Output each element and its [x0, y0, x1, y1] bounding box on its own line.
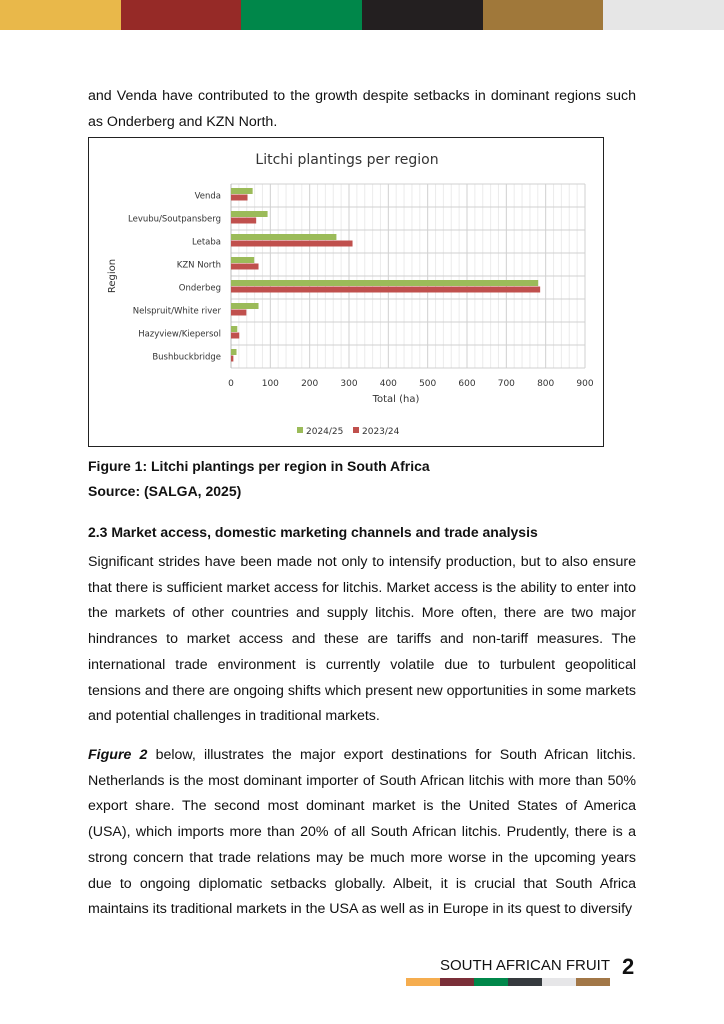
header-color-segment: [362, 0, 483, 30]
legend-label: 2024/25: [306, 427, 344, 437]
footer-color-segment: [576, 978, 610, 986]
bar-2023-24: [231, 310, 246, 316]
bar-2023-24: [231, 333, 239, 339]
bar-2024-25: [231, 303, 259, 309]
y-tick-label: Hazyview/Kiepersol: [138, 329, 221, 340]
legend-label: 2023/24: [362, 427, 400, 437]
header-color-segment: [241, 0, 362, 30]
bar-2024-25: [231, 211, 268, 217]
bar-2023-24: [231, 287, 540, 293]
x-axis-label: Total (ha): [372, 394, 420, 405]
page-number: 2: [622, 954, 635, 979]
legend-swatch: [297, 427, 303, 433]
bar-2023-24: [231, 218, 256, 224]
bar-2024-25: [231, 188, 253, 194]
bar-2023-24: [231, 195, 248, 201]
bar-2024-25: [231, 349, 237, 355]
y-tick-label: Onderbeg: [178, 283, 221, 294]
x-tick-label: 0: [228, 379, 234, 389]
bar-2024-25: [231, 257, 254, 263]
footer-label: SOUTH AFRICAN FRUIT: [440, 957, 611, 974]
header-color-segment: [0, 0, 121, 30]
intro-text: and Venda have contributed to the growth despite setbacks in dominant regions such as Onderberg and KZN North.: [88, 88, 636, 130]
header-color-segment: [121, 0, 242, 30]
paragraph-export-destinations: [88, 743, 636, 923]
section-heading: 2.3 Market access, domestic marketing channels and trade analysis: [88, 524, 538, 540]
footer-color-segment: [406, 978, 440, 986]
x-tick-label: 900: [576, 379, 594, 389]
y-axis-label: Region: [107, 258, 118, 294]
x-tick-label: 300: [340, 379, 358, 389]
x-tick-label: 700: [497, 379, 515, 389]
footer-color-segment: [474, 978, 508, 986]
header-color-bar: [0, 0, 724, 30]
y-tick-label: Letaba: [192, 237, 221, 248]
y-tick-label: KZN North: [176, 260, 221, 271]
header-color-segment: [603, 0, 724, 30]
paragraph-market-access: Significant strides have been made not only to intensify production, but to also ensure that there is sufficient market access for litchis. Market access is the ability to enter into the markets of other countries and supply litchis. More often, there are two major hindrances to market access and these are tariffs and non-tariff measures. The international trade environment is currently volatile due to turbulent geopolitical tensions and there are ongoing shifts which present new opportunities in some markets and potential challenges in traditional markets.: [88, 554, 636, 725]
bar-chart: [89, 138, 605, 448]
bar-2023-24: [231, 241, 353, 247]
bar-2024-25: [231, 234, 336, 240]
footer-color-bar: [406, 978, 610, 986]
chart-frame: [88, 137, 604, 447]
footer-color-segment: [440, 978, 474, 986]
x-tick-label: 400: [379, 379, 397, 389]
x-tick-label: 800: [537, 379, 555, 389]
footer-color-segment: [542, 978, 576, 986]
x-tick-label: 600: [458, 379, 476, 389]
x-tick-label: 100: [261, 379, 279, 389]
bar-2023-24: [231, 264, 259, 270]
chart-title: Litchi plantings per region: [255, 152, 439, 168]
figure-source: Source: (SALGA, 2025): [88, 483, 242, 499]
y-tick-label: Nelspruit/White river: [132, 306, 221, 317]
bar-2024-25: [231, 280, 538, 286]
bar-2024-25: [231, 326, 237, 332]
x-tick-label: 200: [301, 379, 319, 389]
figure-caption: Figure 1: Litchi plantings per region in South Africa: [88, 458, 430, 474]
figure-2-reference[interactable]: Figure 2: [88, 747, 148, 763]
footer-color-segment: [508, 978, 542, 986]
y-tick-label: Bushbuckbridge: [152, 352, 221, 363]
paragraph-text: below, illustrates the major export destinations for South African litchis. Netherlands is the most dominant importer of South African litchis with more than 50% export share. The second most dominant market is the United States of America (USA), which imports more than 20% of all South African litchis. Prudently, there is a strong concern that trade relations may be much more worse in the upcoming years due to ongoing diplomatic setbacks globally. Albeit, it is crucial that South Africa maintains its traditional markets in the USA as well as in Europe in its quest to diversify: [88, 747, 637, 918]
bar-2023-24: [231, 356, 233, 362]
y-tick-label: Levubu/Soutpansberg: [128, 214, 221, 225]
header-color-segment: [483, 0, 604, 30]
x-tick-label: 500: [419, 379, 437, 389]
legend-swatch: [353, 427, 359, 433]
y-tick-label: Venda: [194, 191, 221, 202]
